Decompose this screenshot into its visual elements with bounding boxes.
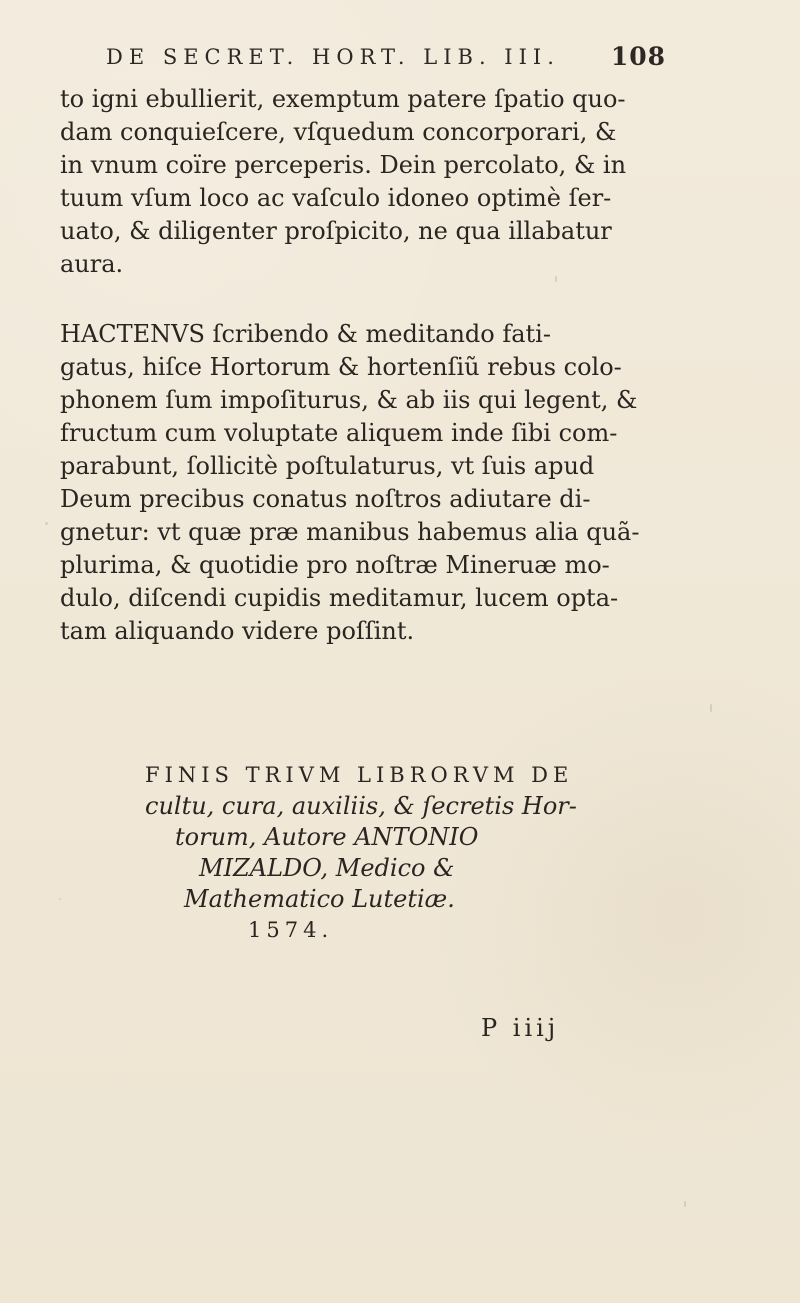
colophon-line: Mathematico Lutetiæ. <box>184 885 455 913</box>
paper-speck <box>710 704 712 712</box>
text-line: gatus, hiſce Hortorum & hortenſiũ rebus colo- <box>60 353 622 381</box>
running-title: DE SECRET. HORT. LIB. III. <box>106 45 560 69</box>
text-line: parabunt, ſollicitè poſtulaturus, vt ſuis apud <box>60 452 595 480</box>
running-header <box>106 42 666 75</box>
paragraph <box>60 83 662 281</box>
text-line: dulo, diſcendi cupidis meditamur, lucem opta- <box>60 584 619 612</box>
paper-speck <box>59 898 61 900</box>
text-line: HACTENVS ſcribendo & meditando fati- <box>60 320 551 348</box>
colophon-line: cultu, cura, auxiliis, & ſecretis Hor- <box>145 792 577 820</box>
colophon <box>145 760 577 946</box>
text-line: tuum vſum loco ac vaſculo idoneo optimè ſer- <box>60 184 612 212</box>
signature-mark: P iiij <box>481 1014 560 1042</box>
text-line: in vnum coïre perceperis. Dein percolato, & in <box>60 151 627 179</box>
text-line: plurima, & quotidie pro noſtræ Mineruæ mo- <box>60 551 610 579</box>
text-line: uato, & diligenter proſpicito, ne qua illabatur <box>60 217 612 245</box>
text-line: phonem ſum impoſiturus, & ab iis qui legent, & <box>60 386 638 414</box>
text-line: gnetur: vt quæ præ manibus habemus alia quã- <box>60 518 640 546</box>
paper-speck <box>45 522 48 525</box>
colophon-line: 1574. <box>248 918 334 942</box>
text-line: to igni ebullierit, exemptum patere ſpatio quo- <box>60 85 626 113</box>
paper-speck <box>684 1201 686 1207</box>
colophon-line: MIZALDO, Medico & <box>199 854 455 882</box>
text-line: tam aliquando videre poſſint. <box>60 617 415 645</box>
colophon-line: torum, Autore ANTONIO <box>175 823 479 851</box>
paragraph <box>60 318 662 648</box>
colophon-line: FINIS TRIVM LIBRORVM DE <box>145 763 574 787</box>
text-line: dam conquieſcere, vſquedum concorporari, & <box>60 118 617 146</box>
text-line: fructum cum voluptate aliquem inde ſibi com- <box>60 419 618 447</box>
text-line: Deum precibus conatus noſtros adiutare di- <box>60 485 591 513</box>
text-line: aura. <box>60 250 124 278</box>
page-number: 108 <box>610 42 666 71</box>
